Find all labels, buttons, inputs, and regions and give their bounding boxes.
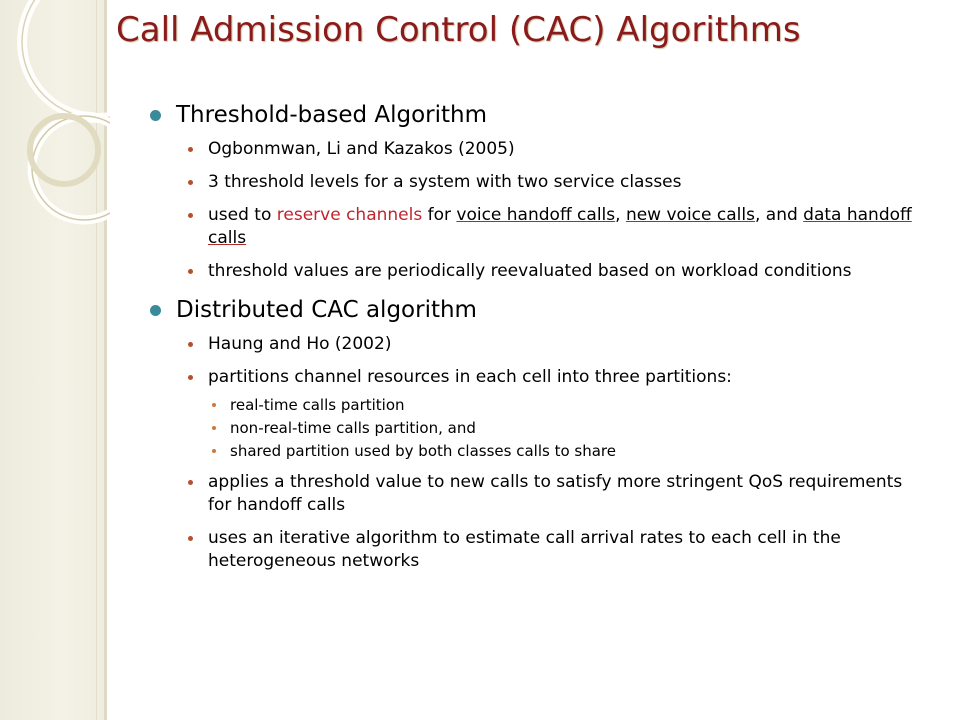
item-text: partitions channel resources in each cell into three partitions: [208,367,732,387]
level2-bullet-icon [188,147,193,152]
level3-bullet-icon [212,449,216,453]
level3-bullet-icon [212,426,216,430]
decor-circle-small [30,116,98,184]
sub-list-item [208,418,930,438]
sub-item-text: real-time calls partition [230,396,405,414]
level2-bullet-icon [188,342,193,347]
list-item [180,138,930,161]
item-text-mid: for [422,205,457,225]
slide-body [150,100,930,583]
section-heading: Threshold-based Algorithm [176,102,488,128]
list-item [180,333,930,356]
section-threshold-based [150,100,930,283]
sub-list-item [208,441,930,461]
partition-list [208,395,930,461]
underlined-data-handoff-calls: data handoff calls [208,205,912,248]
level3-bullet-icon [212,403,216,407]
section-heading: Distributed CAC algorithm [176,297,477,323]
level2-bullet-icon [188,536,193,541]
item-text-prefix: used to [208,205,277,225]
section-distributed-cac [150,295,930,573]
item-text: applies a threshold value to new calls to satisfy more stringent QoS requirements for handoff calls [208,472,903,515]
sub-item-text: shared partition used by both classes calls to share [230,442,616,460]
item-text: Ogbonmwan, Li and Kazakos (2005) [208,139,515,159]
level2-bullet-icon [188,480,193,485]
list-item [180,366,930,461]
slide-title: Call Admission Control (CAC) Algorithms [116,10,801,50]
item-text: uses an iterative algorithm to estimate call arrival rates to each cell in the heterogeneous networks [208,528,841,571]
decor-circle-large-outline [22,0,110,118]
decor-circle-large [22,0,110,118]
sub-item-text: non-real-time calls partition, and [230,419,476,437]
section-items [176,138,930,283]
decorative-circles-graphic [0,0,110,260]
level2-bullet-icon [188,375,193,380]
list-item [180,204,930,250]
underlined-voice-handoff-calls: voice handoff calls [456,205,616,225]
item-text: threshold values are periodically reevaluated based on workload conditions [208,261,852,281]
list-item [180,527,930,573]
underlined-new-voice-calls: new voice calls [625,205,755,225]
list-item [180,260,930,283]
item-text: 3 threshold levels for a system with two service classes [208,172,682,192]
highlight-reserve-channels: reserve channels [276,205,423,225]
item-text-sep: , [615,205,626,225]
level1-bullet-icon [150,305,161,316]
level2-bullet-icon [188,180,193,185]
list-item [180,471,930,517]
list-item [180,171,930,194]
level1-bullet-icon [150,110,161,121]
section-items [176,333,930,573]
decor-circle-medium [32,116,110,220]
item-text-sep: , and [754,205,804,225]
item-text: Haung and Ho (2002) [208,334,392,354]
level2-bullet-icon [188,269,193,274]
sub-list-item [208,395,930,415]
level2-bullet-icon [188,213,193,218]
